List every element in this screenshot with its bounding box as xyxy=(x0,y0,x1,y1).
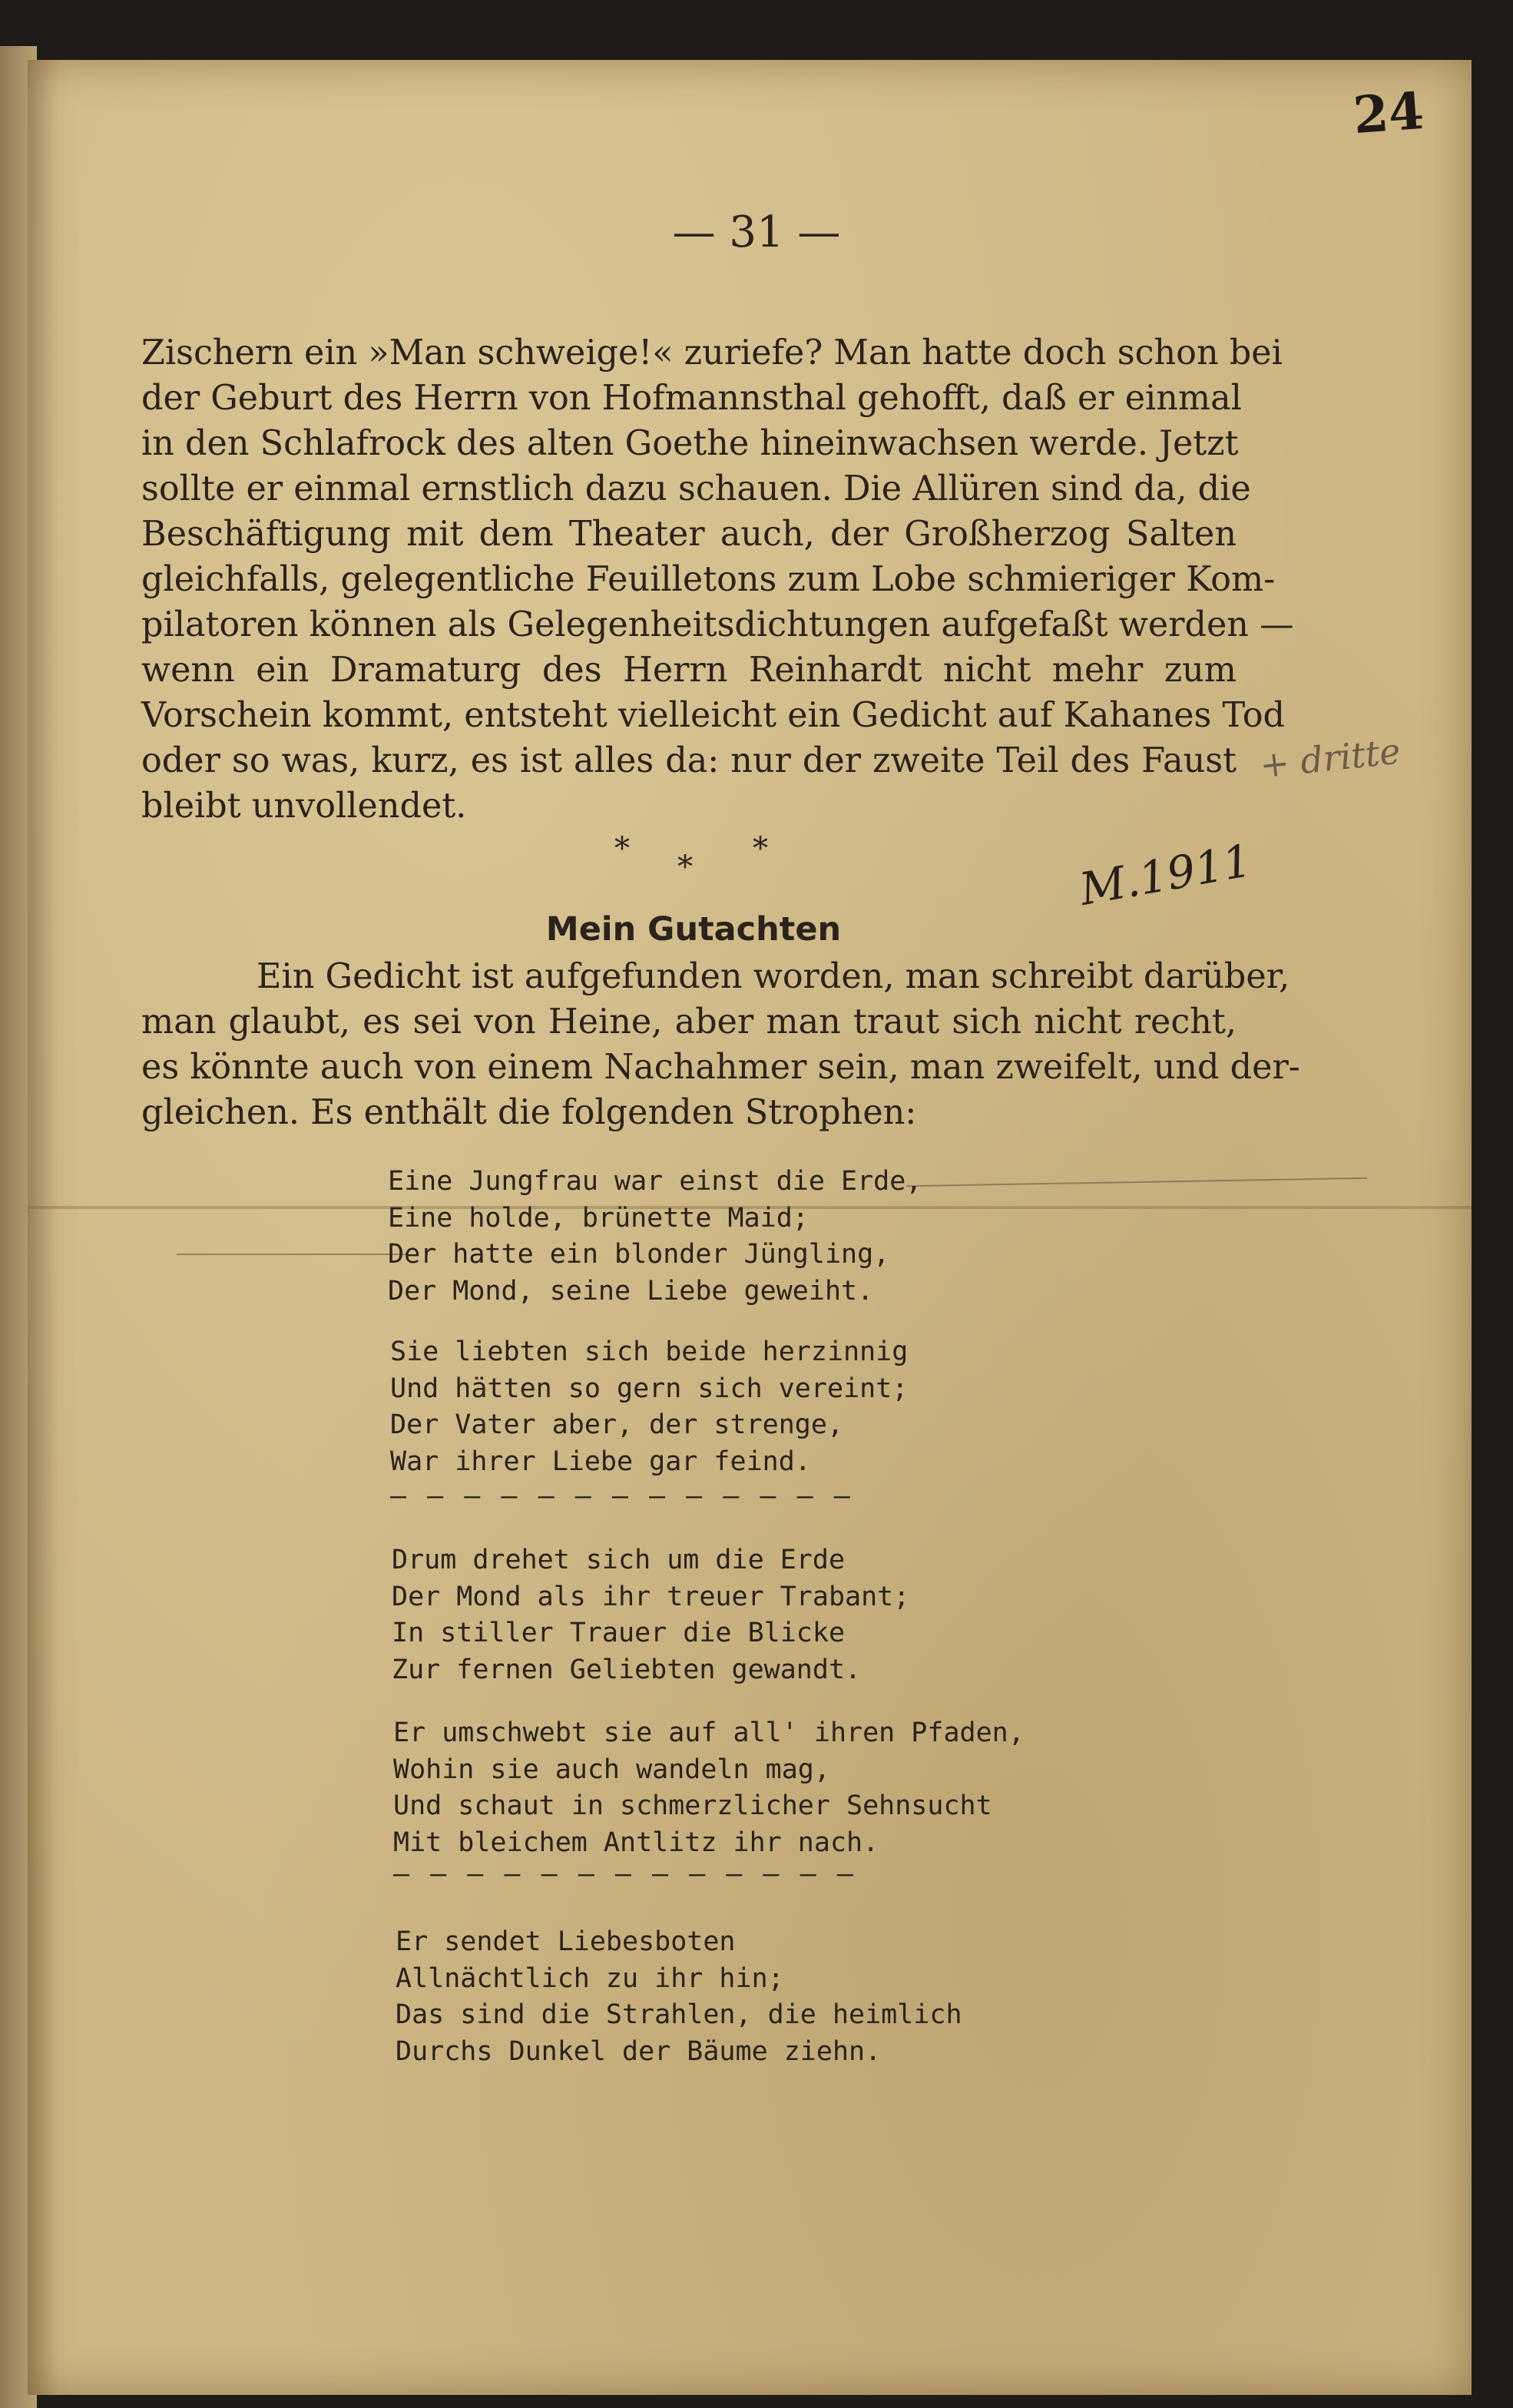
poem-stanza-1 xyxy=(388,1164,922,1310)
separator-star: * xyxy=(614,831,630,866)
poem-omission-dashes: — — — — — — — — — — — — — xyxy=(393,1859,856,1890)
prose-line: bleibt unvollendet. xyxy=(141,787,467,826)
poem-line: Er umschwebt sie auf all' ihren Pfaden, xyxy=(393,1717,1025,1748)
poem-stanza-4 xyxy=(393,1715,1025,1861)
poem-line: Allnächtlich zu ihr hin; xyxy=(396,1963,784,1994)
handwritten-date: M.1911 xyxy=(1075,833,1256,916)
prose-line: Zischern ein »Man schweige!« zuriefe? Man hatte doch schon bei xyxy=(141,333,1283,373)
poem-line: In stiller Trauer die Blicke xyxy=(392,1618,846,1648)
poem-line: Er sendet Liebesboten xyxy=(396,1926,736,1957)
poem-stanza-2 xyxy=(390,1334,908,1480)
poem-stanza-5 xyxy=(396,1924,962,2070)
prose-line: sollte er einmal ernstlich dazu schauen. Die Allüren sind da, die xyxy=(141,469,1251,508)
poem-line: Wohin sie auch wandeln mag, xyxy=(393,1754,830,1785)
prose-line: der Geburt des Herrn von Hofmannsthal gehofft, daß er einmal xyxy=(141,379,1242,418)
handwritten-margin-note: + dritte xyxy=(1257,730,1402,787)
prose-line: Beschäftigung mit dem Theater auch, der Großherzog Salten xyxy=(141,515,1237,554)
prose-line: man glaubt, es sei von Heine, aber man traut sich nicht recht, xyxy=(141,1002,1237,1042)
poem-line: Der Mond als ihr treuer Trabant; xyxy=(392,1581,910,1612)
prose-line: oder so was, kurz, es ist alles da: nur der zweite Teil des Faust xyxy=(141,741,1237,780)
poem-line: Und hätten so gern sich vereint; xyxy=(390,1373,909,1404)
poem-line: Der Mond, seine Liebe geweiht. xyxy=(388,1275,874,1307)
prose-paragraph-intro xyxy=(141,954,1300,1135)
section-title: Mein Gutachten xyxy=(545,910,842,949)
prose-line: gleichfalls, gelegentliche Feuilletons zum Lobe schmieriger Kom- xyxy=(141,560,1276,599)
poem-line: War ihrer Liebe gar feind. xyxy=(390,1446,811,1477)
poem-line: Durchs Dunkel der Bäume ziehn. xyxy=(396,2035,882,2067)
poem-omission-dashes: — — — — — — — — — — — — — xyxy=(390,1481,853,1512)
archive-page-number: 24 xyxy=(1351,80,1426,146)
poem-line: Der hatte ein blonder Jüngling, xyxy=(388,1239,890,1270)
page-number: — 31 — xyxy=(672,207,841,257)
poem-line: Drum drehet sich um die Erde xyxy=(392,1545,846,1575)
poem-line: Und schaut in schmerzlicher Sehnsucht xyxy=(393,1790,992,1821)
poem-line: Eine holde, brünette Maid; xyxy=(388,1202,809,1234)
prose-line: Ein Gedicht ist aufgefunden worden, man schreibt darüber, xyxy=(257,957,1290,996)
poem-line: Mit bleichem Antlitz ihr nach. xyxy=(393,1827,879,1858)
prose-line: gleichen. Es enthält die folgenden Strophen: xyxy=(141,1093,917,1132)
poem-line: Eine Jungfrau war einst die Erde, xyxy=(388,1166,922,1197)
section-separator xyxy=(607,831,791,893)
separator-star: * xyxy=(753,831,768,866)
separator-star: * xyxy=(677,850,693,885)
poem-line: Der Vater aber, der strenge, xyxy=(390,1409,844,1440)
prose-paragraph-top xyxy=(141,330,1294,829)
poem-line: Das sind die Strahlen, die heimlich xyxy=(396,1999,962,2030)
prose-line: Vorschein kommt, entsteht vielleicht ein Gedicht auf Kahanes Tod xyxy=(141,696,1286,735)
prose-line: pilatoren können als Gelegenheitsdichtungen aufgefaßt werden — xyxy=(141,605,1294,644)
prose-line: es könnte auch von einem Nachahmer sein, man zweifelt, und der- xyxy=(141,1048,1300,1087)
prose-line: wenn ein Dramaturg des Herrn Reinhardt nicht mehr zum xyxy=(141,651,1237,690)
prose-line: in den Schlafrock des alten Goethe hineinwachsen werde. Jetzt xyxy=(141,424,1239,463)
poem-stanza-3 xyxy=(392,1542,909,1688)
pencil-stroke xyxy=(177,1254,407,1255)
poem-line: Sie liebten sich beide herzinnig xyxy=(390,1336,909,1367)
poem-line: Zur fernen Geliebten gewandt. xyxy=(392,1654,862,1685)
